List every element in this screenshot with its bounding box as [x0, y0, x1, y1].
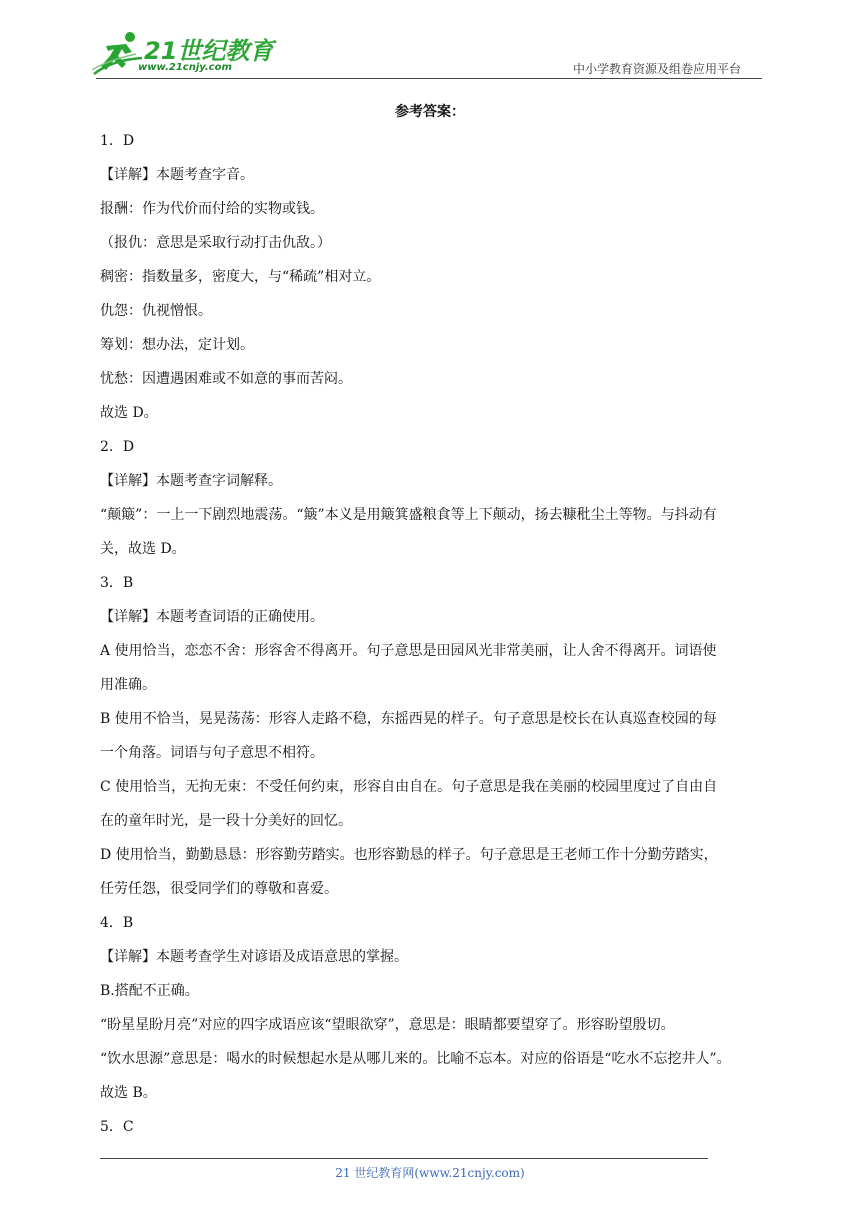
site-logo: [92, 30, 274, 78]
answer-line: 【详解】本题考查词语的正确使用。: [100, 609, 324, 625]
answer-line: 仇怨：仇视憎恨。: [100, 303, 212, 319]
logo-url: www.21cnjy.com: [138, 62, 232, 73]
answer-line: 在的童年时光，是一段十分美好的回忆。: [100, 813, 352, 829]
answer-line: 用准确。: [100, 677, 156, 693]
answer-line: 【详解】本题考查字音。: [100, 167, 254, 183]
platform-name: 中小学教育资源及组卷应用平台: [573, 62, 742, 76]
answer-line: 5．C: [100, 1119, 134, 1135]
answer-line: 4．B: [100, 915, 134, 931]
answer-line: 一个角落。词语与句子意思不相符。: [100, 745, 324, 761]
answer-line: 【详解】本题考查学生对谚语及成语意思的掌握。: [100, 949, 408, 965]
footer-divider: [100, 1158, 708, 1159]
page-title: 参考答案：: [395, 104, 465, 120]
answer-line: 1．D: [100, 133, 135, 149]
header-divider: [96, 78, 762, 79]
answer-line: 【详解】本题考查字词解释。: [100, 473, 282, 489]
answer-line: （报仇：意思是采取行动打击仇敌。）: [100, 235, 331, 251]
answer-line: 故选 D。: [100, 405, 158, 421]
logo-title: 21世纪教育: [144, 37, 274, 65]
page-header: [0, 0, 860, 80]
answer-line: C 使用恰当，无拘无束：不受任何约束，形容自由自在。句子意思是我在美丽的校园里度过了自由自: [100, 779, 718, 795]
answer-line: 故选 B。: [100, 1085, 157, 1101]
answer-line: 忧愁：因遭遇困难或不如意的事而苦闷。: [100, 371, 352, 387]
answer-line: 3．B: [100, 575, 134, 591]
answer-line: 2．D: [100, 439, 135, 455]
answer-line: D 使用恰当，勤勤恳恳：形容勤劳踏实。也形容勤恳的样子。句子意思是王老师工作十分勤劳踏实，: [100, 847, 718, 863]
answer-line: 报酬：作为代价而付给的实物或钱。: [100, 201, 324, 217]
answer-line: “饮水思源”意思是：喝水的时候想起水是从哪儿来的。比喻不忘本。对应的俗语是“吃水不忘挖井人”。: [100, 1051, 731, 1067]
footer-site-link[interactable]: 21 世纪教育网(www.21cnjy.com): [335, 1166, 525, 1180]
answer-line: A 使用恰当，恋恋不舍：形容舍不得离开。句子意思是田园风光非常美丽，让人舍不得离开。词语使: [100, 643, 717, 659]
answer-line: B.搭配不正确。: [100, 983, 199, 999]
answer-line: 筹划：想办法，定计划。: [100, 337, 254, 353]
runner-logo-icon: [92, 30, 144, 76]
answer-line: 稠密：指数量多，密度大，与“稀疏”相对立。: [100, 269, 381, 285]
answer-content: [100, 124, 762, 1144]
answer-line: 关，故选 D。: [100, 541, 186, 557]
answer-line: 任劳任怨，很受同学们的尊敬和喜爱。: [100, 881, 338, 897]
answer-line: “盼星星盼月亮”对应的四字成语应该“望眼欲穿”，意思是：眼睛都要望穿了。形容盼望殷切。: [100, 1017, 675, 1033]
answer-line: “颠簸”：一上一下剧烈地震荡。“簸”本义是用簸箕盛粮食等上下颠动，扬去糠秕尘土等物。与抖动有: [100, 507, 717, 523]
answer-line: B 使用不恰当，晃晃荡荡：形容人走路不稳，东摇西晃的样子。句子意思是校长在认真巡查校园的每: [100, 711, 717, 727]
